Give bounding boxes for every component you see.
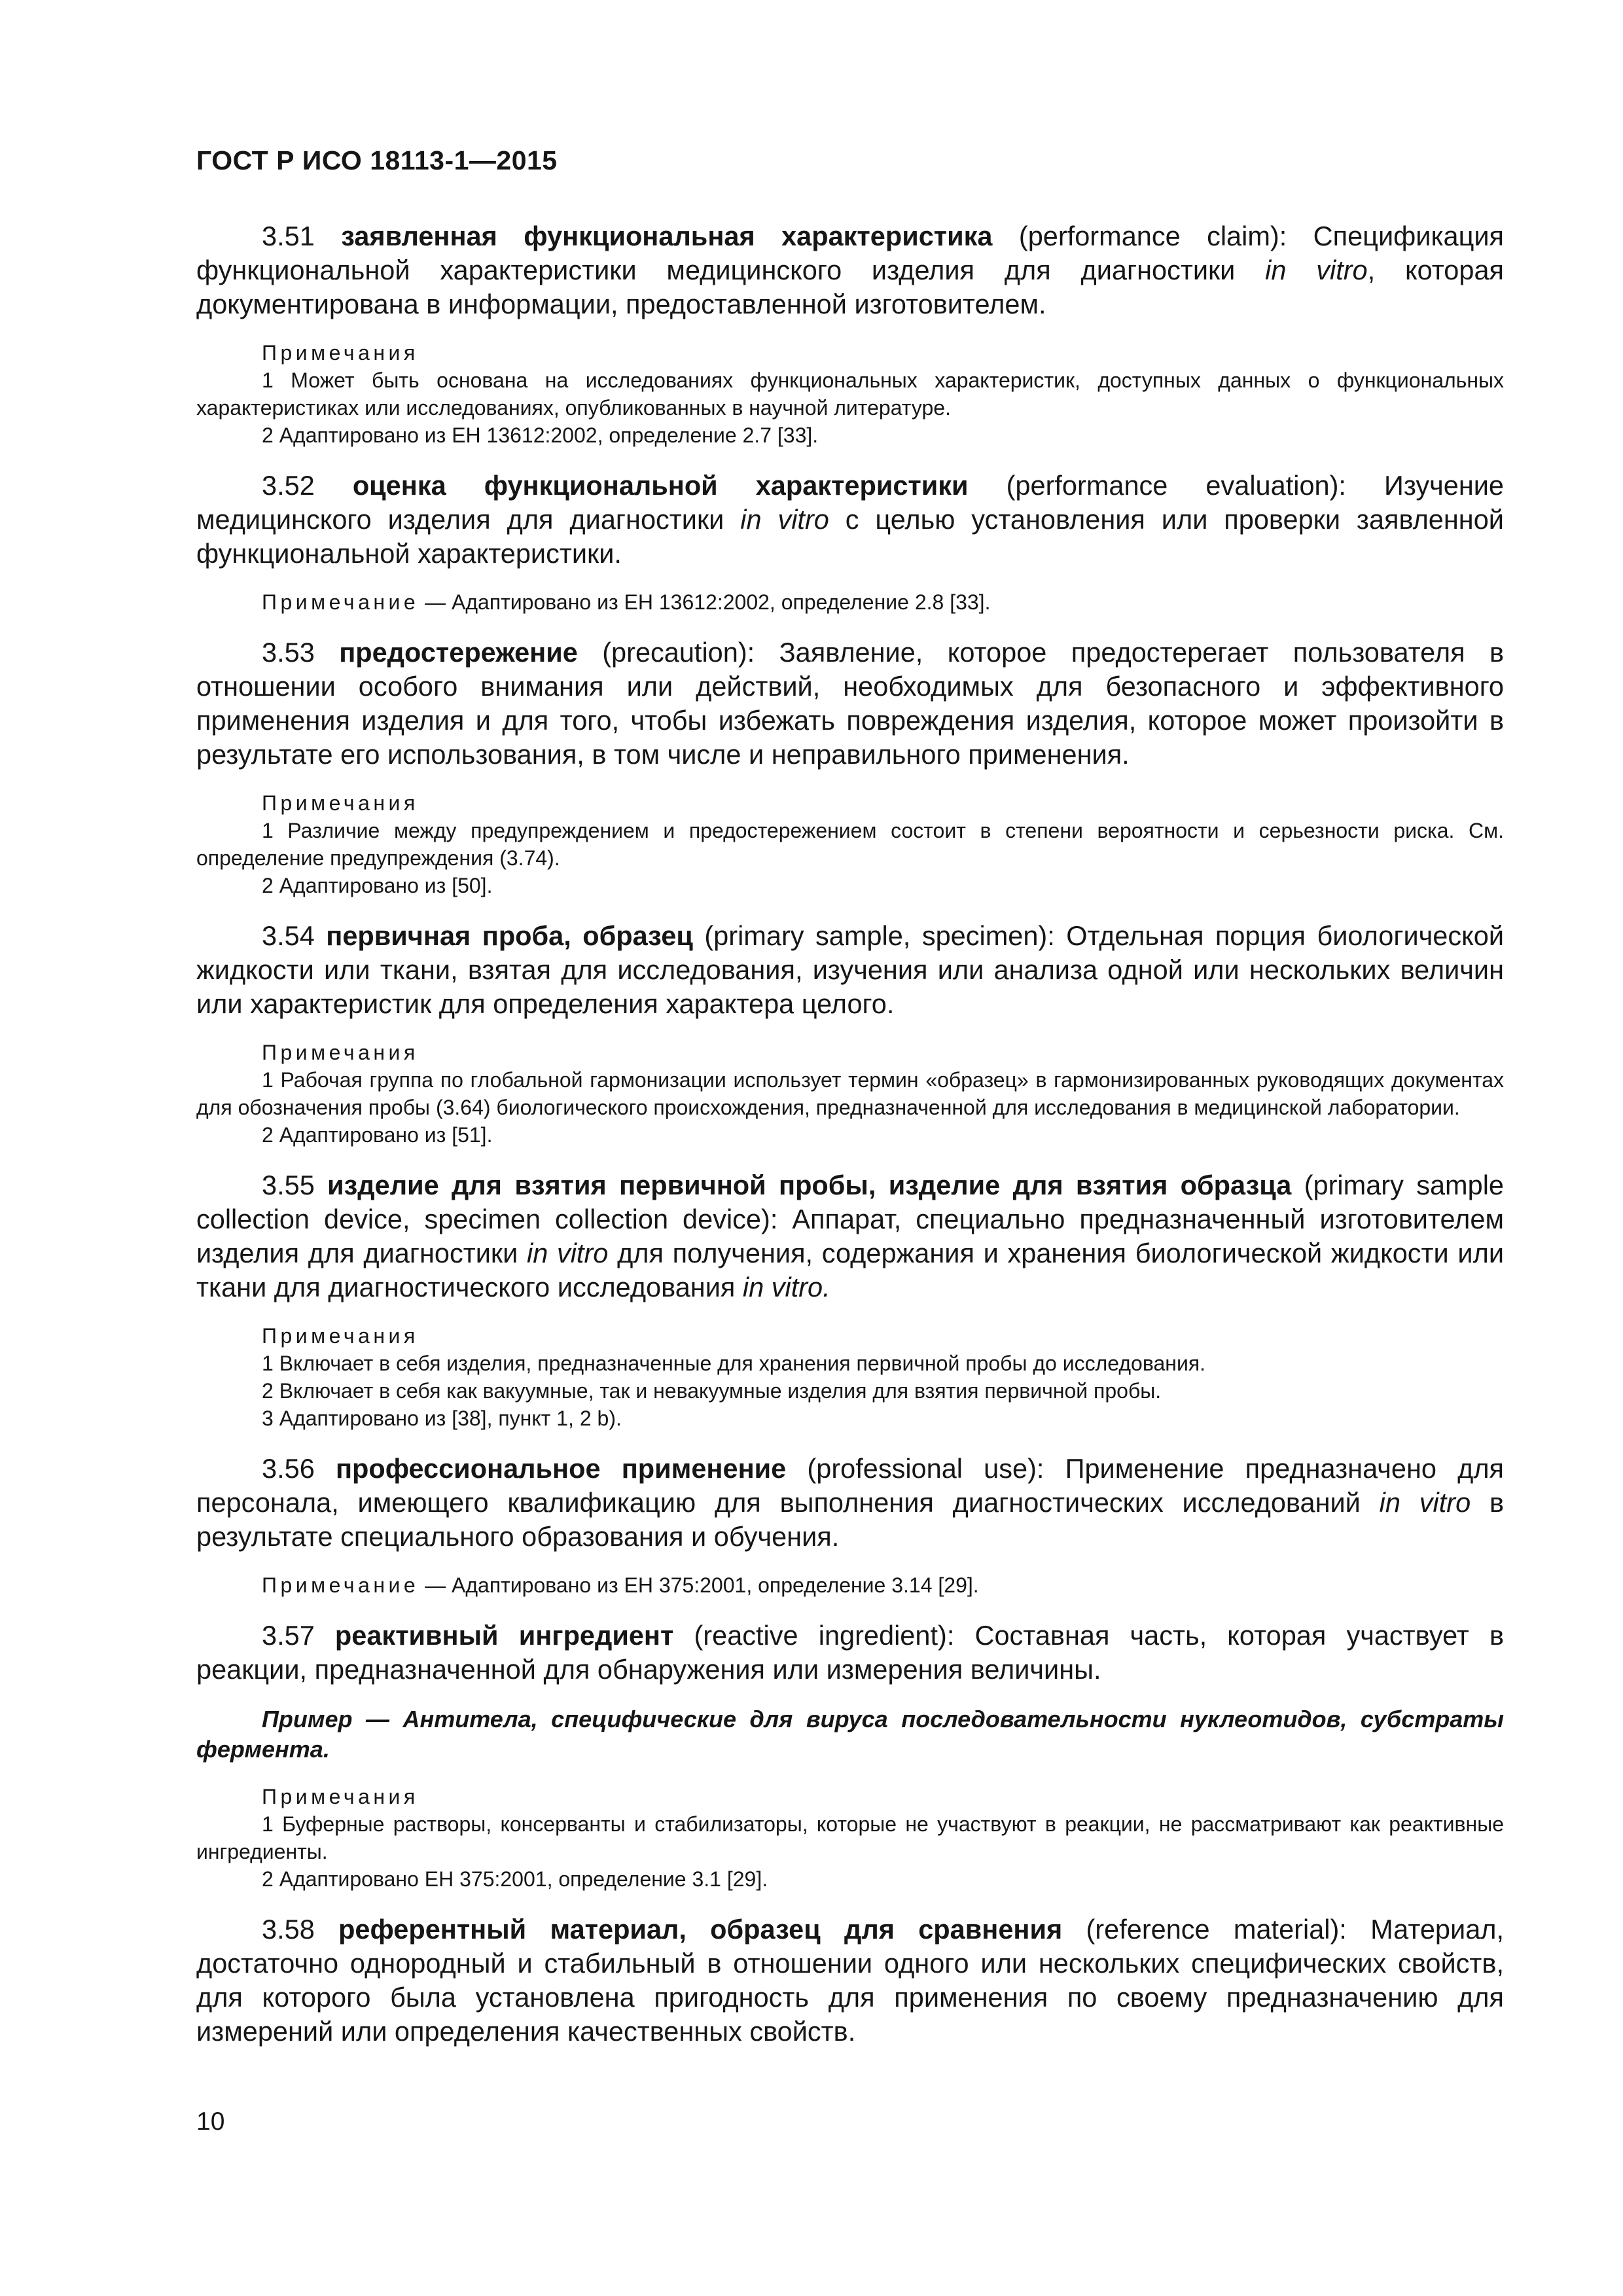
note-item: 1 Может быть основана на исследованиях функциональных характеристик, доступных данных о функциональных характеристиках или исследованиях, опубликованных в научной литературе. bbox=[196, 368, 1504, 420]
term-number: 3.54 bbox=[262, 920, 315, 951]
term-english: (professional use): bbox=[807, 1453, 1044, 1484]
term-entry-3-52 bbox=[196, 469, 1504, 616]
term-entry-3-54 bbox=[196, 919, 1504, 1149]
note-item: 2 Включает в себя как вакуумные, так и невакуумные изделия для взятия первичной пробы. bbox=[262, 1379, 1162, 1403]
term-definition bbox=[196, 1168, 1504, 1304]
term-number: 3.51 bbox=[262, 221, 315, 251]
definition-text: Спецификация функциональной характеристики медицинского изделия для диагностики bbox=[196, 221, 1505, 285]
notes-block bbox=[196, 1039, 1504, 1149]
term-english: (performance evaluation): bbox=[1006, 470, 1346, 501]
notes-heading: Примечания bbox=[262, 341, 419, 365]
note-item: 2 Адаптировано из ЕН 13612:2002, определение 2.7 [33]. bbox=[262, 423, 819, 447]
term-name: реактивный ингредиент bbox=[334, 1620, 674, 1651]
definition-text: , которая документирована в информации, предоставленной изготовителем. bbox=[196, 255, 1504, 319]
definition-text: Применение предназначено для персонала, имеющего квалификацию для выполнения диагностических исследований bbox=[196, 1453, 1505, 1518]
term-name: референтный материал, образец для сравнения bbox=[338, 1914, 1063, 1945]
term-definition bbox=[196, 1912, 1504, 2049]
definition-text: Отдельная порция биологической жидкости или ткани, взятая для исследования, изучения или анализа одной или нескольких величин или характеристик для определения характера целого. bbox=[196, 920, 1505, 1019]
definition-text: Заявление, которое предостерегает пользователя в отношении особого внимания или действий, необходимых для безопасного и эффективного применения изделия и для того, чтобы избежать повреждения изделия, которое может произойти в результате его использования, в том числе и неправильного применения. bbox=[196, 637, 1504, 770]
term-english: (precaution): bbox=[602, 637, 755, 668]
term-english: (primary sample collection device, specimen collection device): bbox=[196, 1170, 1505, 1234]
term-english: (performance claim): bbox=[1018, 221, 1287, 251]
term-english: (primary sample, specimen): bbox=[704, 920, 1055, 951]
term-definition bbox=[196, 1619, 1504, 1687]
term-name: заявленная функциональная характеристика bbox=[341, 221, 993, 251]
definition-text: с целью установления или проверки заявленной функциональной характеристики. bbox=[196, 504, 1504, 569]
single-note bbox=[196, 588, 1504, 616]
note-text: Адаптировано из ЕН 13612:2002, определение 2.8 [33]. bbox=[452, 590, 991, 614]
term-number: 3.52 bbox=[262, 470, 315, 501]
latin-term: in vitro bbox=[526, 1238, 609, 1268]
single-note bbox=[196, 1571, 1504, 1599]
note-label: Примечание bbox=[262, 590, 419, 614]
term-number: 3.58 bbox=[262, 1914, 315, 1945]
notes-block bbox=[196, 789, 1504, 899]
term-definition bbox=[196, 636, 1504, 772]
note-dash: — bbox=[419, 590, 452, 614]
term-english: (reference material): bbox=[1086, 1914, 1347, 1945]
page-number: 10 bbox=[196, 2108, 225, 2136]
notes-heading: Примечания bbox=[262, 1785, 419, 1808]
note-text: Адаптировано из ЕН 375:2001, определение 3.14 [29]. bbox=[452, 1573, 979, 1597]
term-number: 3.57 bbox=[262, 1620, 315, 1651]
term-entry-3-53 bbox=[196, 636, 1504, 899]
standard-header: ГОСТ Р ИСО 18113-1—2015 bbox=[196, 145, 558, 175]
term-entry-3-58 bbox=[196, 1912, 1504, 2049]
note-dash: — bbox=[419, 1573, 452, 1597]
latin-term: in vitro bbox=[1379, 1487, 1471, 1518]
term-name: оценка функциональной характеристики bbox=[352, 470, 969, 501]
notes-block bbox=[196, 1322, 1504, 1432]
notes-block bbox=[196, 1783, 1504, 1893]
term-definition bbox=[196, 1452, 1504, 1554]
note-item: 1 Рабочая группа по глобальной гармонизации использует термин «образец» в гармонизированных руководящих документах для обозначения пробы (3.64) биологического происхождения, предназначенной для исследования в медицинской лаборатории. bbox=[196, 1068, 1504, 1119]
definition-text: Аппарат, специально предназначенный изготовителем изделия для диагностики bbox=[196, 1204, 1504, 1268]
term-entry-3-55 bbox=[196, 1168, 1504, 1432]
term-example: Пример — Антитела, специфические для вируса последовательности нуклеотидов, субстраты фермента. bbox=[196, 1706, 1504, 1763]
term-number: 3.56 bbox=[262, 1453, 315, 1484]
latin-term: in vitro. bbox=[742, 1272, 830, 1302]
note-item: 3 Адаптировано из [38], пункт 1, 2 b). bbox=[262, 1407, 622, 1430]
term-name: предостережение bbox=[339, 637, 578, 668]
term-entry-3-57 bbox=[196, 1619, 1504, 1893]
term-english: (reactive ingredient): bbox=[694, 1620, 955, 1651]
definition-text: Материал, достаточно однородный и стабильный в отношении одного или нескольких специфических свойств, для которого была установлена пригодность для применения по своему предназначению для измерений или определения качественных свойств. bbox=[196, 1914, 1505, 2047]
notes-heading: Примечания bbox=[262, 791, 419, 815]
terms-list bbox=[196, 219, 1504, 2066]
term-definition bbox=[196, 219, 1504, 321]
notes-heading: Примечания bbox=[262, 1324, 419, 1348]
term-entry-3-56 bbox=[196, 1452, 1504, 1599]
term-entry-3-51 bbox=[196, 219, 1504, 449]
latin-term: in vitro bbox=[1265, 255, 1368, 285]
latin-term: in vitro bbox=[740, 504, 829, 535]
term-number: 3.55 bbox=[262, 1170, 315, 1200]
definition-text: для получения, содержания и хранения биологической жидкости или ткани для диагностического исследования bbox=[196, 1238, 1505, 1302]
definition-text: в результате специального образования и обучения. bbox=[196, 1487, 1504, 1552]
term-definition bbox=[196, 919, 1504, 1021]
term-name: изделие для взятия первичной пробы, изделие для взятия образца bbox=[327, 1170, 1292, 1200]
notes-block bbox=[196, 339, 1504, 449]
notes-heading: Примечания bbox=[262, 1041, 419, 1064]
note-item: 2 Адаптировано из [51]. bbox=[262, 1123, 493, 1147]
note-item: 2 Адаптировано из [50]. bbox=[262, 874, 493, 897]
note-item: 1 Различие между предупреждением и предостережением состоит в степени вероятности и серьезности риска. См. определение предупреждения (3.74). bbox=[196, 819, 1504, 870]
note-item: 1 Буферные растворы, консерванты и стабилизаторы, которые не участвуют в реакции, не рассматривают как реактивные ингредиенты. bbox=[196, 1812, 1504, 1863]
term-name: профессиональное применение bbox=[335, 1453, 787, 1484]
term-definition bbox=[196, 469, 1504, 571]
definition-text: Составная часть, которая участвует в реакции, предназначенной для обнаружения или измерения величины. bbox=[196, 1620, 1504, 1685]
note-item: 1 Включает в себя изделия, предназначенные для хранения первичной пробы до исследования. bbox=[262, 1352, 1206, 1375]
note-item: 2 Адаптировано ЕН 375:2001, определение 3.1 [29]. bbox=[262, 1867, 768, 1891]
term-number: 3.53 bbox=[262, 637, 315, 668]
definition-text: Изучение медицинского изделия для диагностики bbox=[196, 470, 1505, 535]
term-name: первичная проба, образец bbox=[326, 920, 693, 951]
note-label: Примечание bbox=[262, 1573, 419, 1597]
